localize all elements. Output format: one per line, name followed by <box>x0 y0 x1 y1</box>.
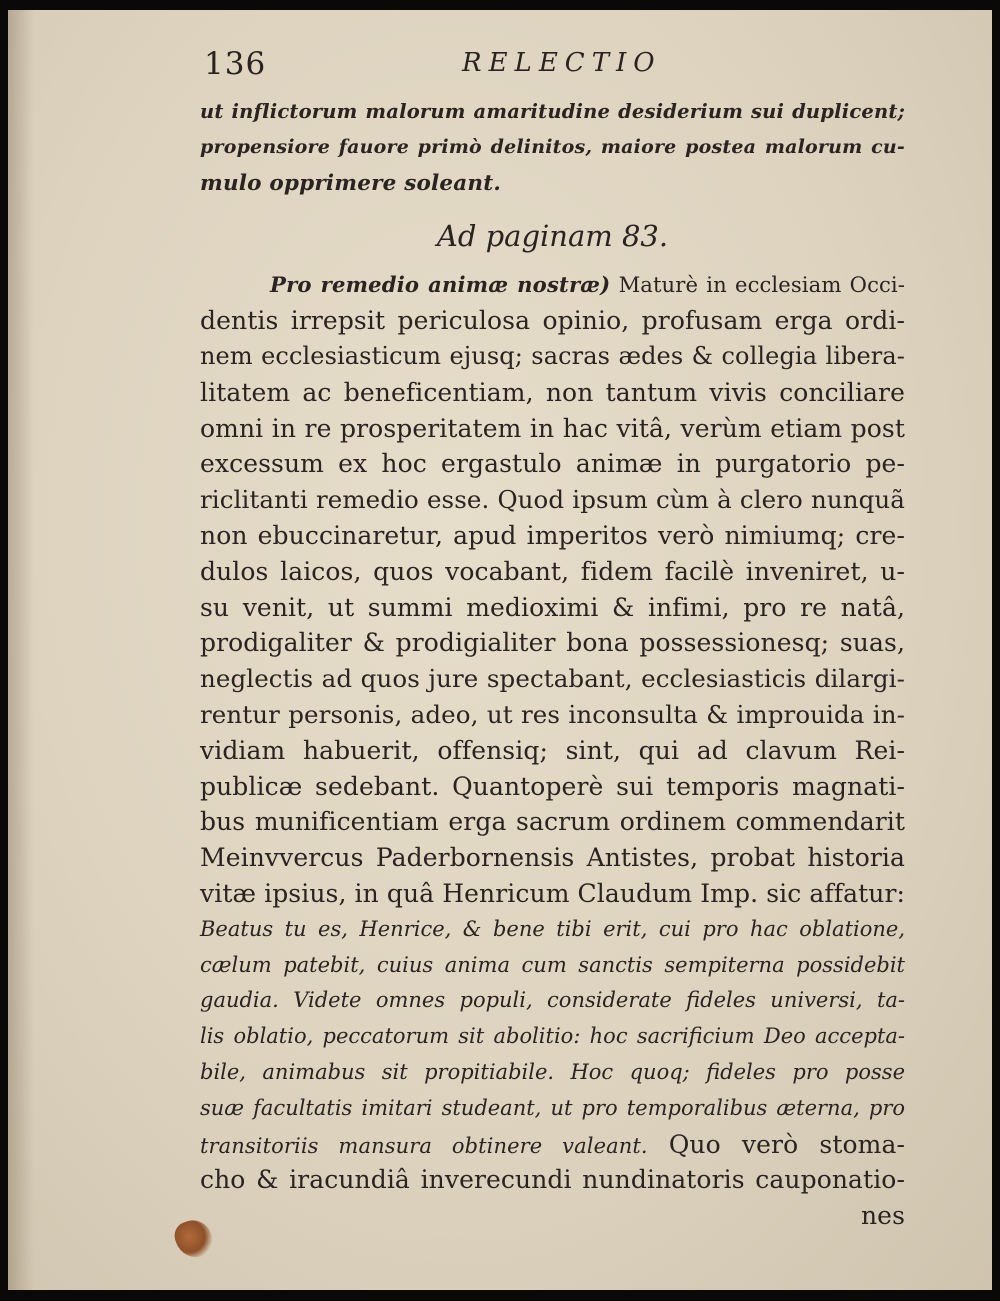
body-line: dulos laicos, quos vocabant, fidem facilè inveniret, u- <box>200 556 905 586</box>
body-line: omni in re prosperitatem in hac vitâ, verùm etiam post <box>200 413 905 443</box>
intro-line: ut inflictorum malorum amaritudine desiderium sui duplicent; <box>200 100 905 123</box>
body-line: bus munificentiam erga sacrum ordinem commendarit <box>200 807 905 837</box>
quotation-end: transitoriis mansura obtinere valeant. <box>200 1133 648 1158</box>
quotation-line: gaudia. Videte omnes populi, considerate fideles universi, ta- <box>200 988 905 1013</box>
intro-line: propensiore fauore primò delinitos, maiore postea malorum cu- <box>200 135 905 158</box>
body-line: cho & iracundiâ inverecundi nundinatoris cauponatio- <box>200 1165 905 1195</box>
quotation-line: Beatus tu es, Henrice, & bene tibi erit, cui pro hac oblatione, <box>200 916 905 941</box>
body-line: vitæ ipsius, in quâ Henricum Claudum Imp. sic affatur: <box>200 878 906 908</box>
body-line: non ebuccinaretur, apud imperitos verò nimiumq; cre- <box>200 520 905 550</box>
running-head <box>200 44 905 94</box>
quotation-line: lis oblatio, peccatorum sit abolitio: hoc sacrificium Deo accepta- <box>200 1024 905 1049</box>
body-line: su venit, ut summi medioximi & infimi, pro re natâ, <box>200 592 905 622</box>
first-line-text: Maturè in ecclesiam Occi- <box>610 272 905 298</box>
paragraph-first-line <box>200 267 905 303</box>
intro-line: mulo opprimere soleant. <box>200 170 502 196</box>
resumed-text: Quo verò stoma- <box>668 1129 905 1159</box>
quotation-line: suæ facultatis imitari studeant, ut pro temporalibus æterna, pro <box>200 1095 905 1120</box>
body-line: Meinvvercus Paderbornensis Antistes, probat historia <box>200 843 905 873</box>
lead-italic-phrase: Pro remedio animæ nostræ) <box>270 272 611 298</box>
body-line: vidiam habuerit, offensiq; sint, qui ad clavum Rei- <box>200 735 905 765</box>
body-line: litatem ac beneficentiam, non tantum vivis conciliare <box>200 377 905 407</box>
body-line: rentur personis, adeo, ut res inconsulta & improuida in- <box>200 699 905 729</box>
book-page <box>8 10 992 1290</box>
catchword: nes <box>860 1201 905 1231</box>
mixed-line <box>200 1127 905 1163</box>
body-line: nem ecclesiasticum ejusq; sacras ædes & collegia libera- <box>200 341 905 370</box>
running-title: RELECTIO <box>462 48 662 78</box>
body-line: prodigaliter & prodigialiter bona possessionesq; suas, <box>200 628 905 658</box>
body-line: riclitanti remedio esse. Quod ipsum cùm à clero nunquã <box>200 485 905 515</box>
page-gutter-shadow <box>8 10 34 1290</box>
quotation-line: bile, animabus sit propitiabile. Hoc quoq; fideles pro posse <box>200 1059 905 1084</box>
page-number: 136 <box>204 46 267 82</box>
body-line: excessum ex hoc ergastulo animæ in purgatorio pe- <box>200 449 905 479</box>
body-line: neglectis ad quos jure spectabant, ecclesiasticis dilargi- <box>200 664 905 694</box>
quotation-line: cælum patebit, cuius anima cum sanctis sempiterna possidebit <box>200 952 905 977</box>
text-block <box>200 44 905 1234</box>
body-line: publicæ sedebant. Quantoperè sui temporis magnati- <box>200 771 905 801</box>
body-line: dentis irrepsit periculosa opinio, profusam erga ordi- <box>200 306 905 336</box>
section-heading: Ad paginam 83. <box>436 219 669 254</box>
